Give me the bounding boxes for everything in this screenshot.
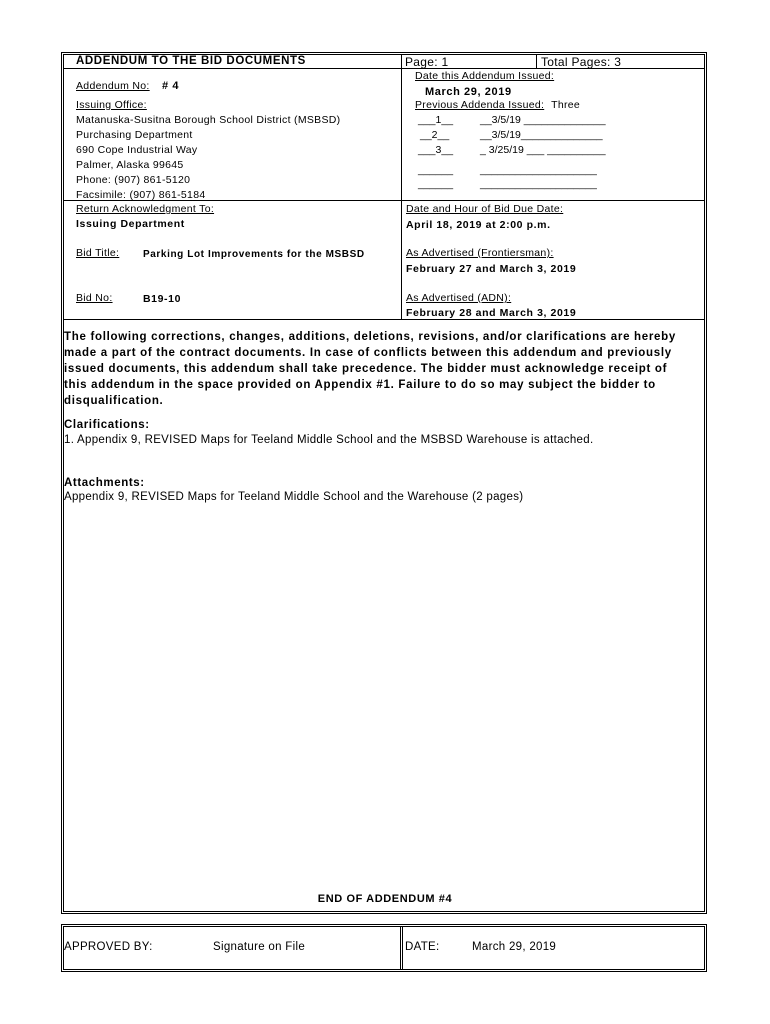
approval-border-left: [61, 924, 62, 972]
approval-divider-inner: [402, 926, 403, 970]
addenda-date: _ 3/25/19 ___ __________: [480, 144, 606, 156]
attachments-heading: Attachments:: [64, 477, 145, 489]
column-divider: [401, 54, 402, 320]
info-bottom-line: [63, 319, 704, 320]
page-divider: [536, 54, 537, 68]
intro-line: made a part of the contract documents. In case of conflicts between this addendum and previously: [64, 347, 672, 359]
approval-border-right: [706, 924, 707, 972]
advertised-adn-label: As Advertised (ADN):: [406, 292, 512, 304]
addenda-date: ____________________: [480, 164, 597, 176]
previous-addenda: [415, 99, 580, 111]
advertised-frontiersman-value: February 27 and March 3, 2019: [406, 263, 577, 275]
intro-line: this addendum in the space provided on Appendix #1. Failure to do so may subject the bidder to: [64, 379, 656, 391]
addenda-date: ____________________: [480, 178, 597, 190]
return-ack-value: Issuing Department: [76, 218, 185, 230]
approval-date-value: March 29, 2019: [472, 941, 557, 953]
intro-line: disqualification.: [64, 395, 164, 407]
addenda-num: ______: [418, 178, 454, 190]
advertised-frontiersman-label: As Advertised (Frontiersman):: [406, 247, 554, 259]
addenda-date: __3/5/19 ______________: [480, 114, 606, 126]
intro-line: The following corrections, changes, additions, deletions, revisions, and/or clarifications are hereby: [64, 331, 676, 343]
total-pages: Total Pages: 3: [541, 55, 622, 69]
approval-border-top-inner: [63, 926, 705, 927]
border-right: [706, 52, 707, 914]
previous-addenda-label: Previous Addenda Issued:: [415, 99, 545, 111]
addendum-no-value: # 4: [162, 80, 180, 92]
issuing-office-line: Purchasing Department: [76, 129, 193, 141]
border-bottom-inner: [63, 911, 705, 912]
approval-border-bottom-inner: [63, 969, 705, 970]
issuing-office-line: Matanuska-Susitna Borough School District (MSBSD): [76, 114, 341, 126]
bid-due-label: Date and Hour of Bid Due Date:: [406, 203, 564, 215]
bid-no-value: B19-10: [143, 293, 182, 305]
attachment-item: Appendix 9, REVISED Maps for Teeland Middle School and the Warehouse (2 pages): [64, 491, 524, 503]
issuing-office-line: Facsimile: (907) 861-5184: [76, 189, 206, 201]
approved-by-label: APPROVED BY:: [64, 941, 153, 953]
clarifications-heading: Clarifications:: [64, 419, 150, 431]
end-of-addendum: END OF ADDENDUM #4: [317, 893, 453, 905]
approved-by-value: Signature on File: [213, 941, 306, 953]
addenda-num: __2__: [420, 129, 450, 141]
issuing-office-line: 690 Cope Industrial Way: [76, 144, 198, 156]
issuing-office-label: Issuing Office:: [76, 99, 147, 111]
intro-line: issued documents, this addendum shall take precedence. The bidder must acknowledge receipt of: [64, 363, 668, 375]
date-issued-value: March 29, 2019: [425, 86, 512, 98]
approval-divider: [400, 926, 401, 970]
border-bottom: [61, 913, 707, 914]
intro-paragraph: [64, 329, 704, 409]
form-title: ADDENDUM TO THE BID DOCUMENTS: [76, 55, 306, 67]
approval-border-bottom: [61, 971, 707, 972]
date-issued-label: Date this Addendum Issued:: [415, 70, 555, 82]
clarification-item: 1. Appendix 9, REVISED Maps for Teeland Middle School and the MSBSD Warehouse is attached.: [64, 434, 594, 446]
approval-border-right-inner: [704, 926, 705, 970]
previous-addenda-count: Three: [551, 99, 581, 111]
addendum-no-label: Addendum No:: [76, 80, 150, 92]
bid-title-label: Bid Title:: [76, 247, 120, 259]
approval-border-top: [61, 924, 707, 925]
addenda-date: __3/5/19______________: [480, 129, 603, 141]
bid-due-value: April 18, 2019 at 2:00 p.m.: [406, 219, 551, 231]
addenda-num: ___1__: [418, 114, 454, 126]
border-top: [61, 52, 707, 53]
bid-title-value: Parking Lot Improvements for the MSBSD: [143, 249, 365, 260]
approval-date-label: DATE:: [405, 941, 440, 953]
border-right-inner: [704, 54, 705, 912]
bid-no-label: Bid No:: [76, 292, 113, 304]
addenda-num: ______: [418, 164, 454, 176]
addenda-num: ___3__: [418, 144, 454, 156]
page-number: Page: 1: [405, 55, 449, 69]
issuing-office-line: Palmer, Alaska 99645: [76, 159, 184, 171]
advertised-adn-value: February 28 and March 3, 2019: [406, 307, 577, 319]
return-ack-label: Return Acknowledgment To:: [76, 203, 215, 215]
issuing-office-line: Phone: (907) 861-5120: [76, 174, 191, 186]
border-left: [61, 52, 62, 914]
